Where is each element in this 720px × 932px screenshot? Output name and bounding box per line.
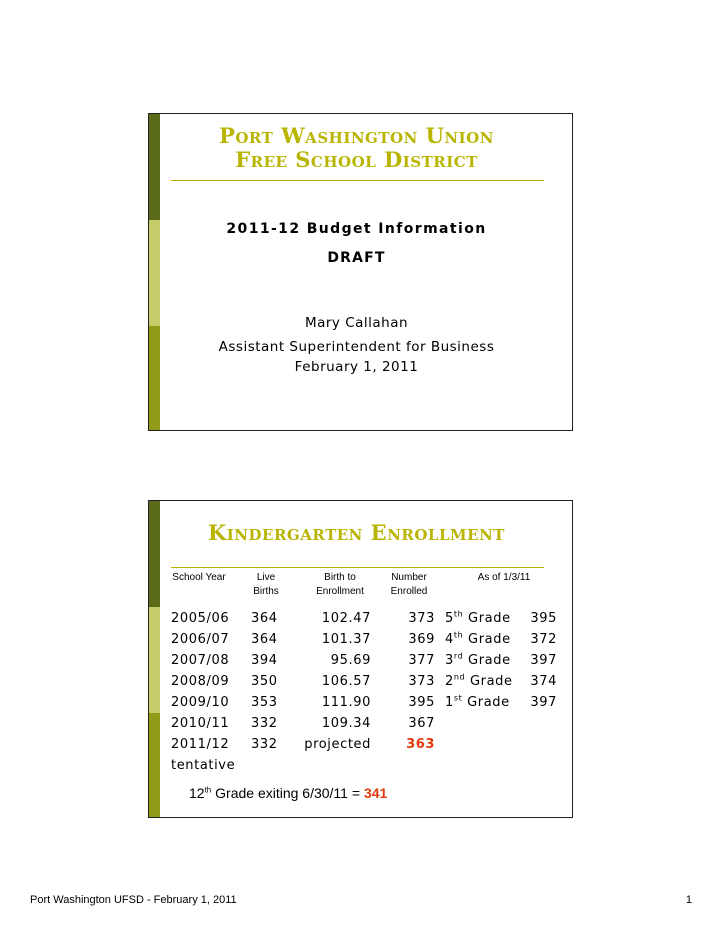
- table-row: [149, 632, 572, 652]
- cell-enrolled: 367: [408, 716, 435, 731]
- cell-grade-count: 397: [530, 653, 557, 668]
- cell-grade-count: 372: [530, 632, 557, 647]
- cell-ratio: 101.37: [321, 632, 371, 647]
- cell-grade: 1st Grade: [445, 693, 510, 710]
- header-live-births: Live Births: [253, 572, 279, 597]
- cell-enrolled: 373: [408, 674, 435, 689]
- cell-grade-count: 374: [530, 674, 557, 689]
- cell-enrolled: 373: [408, 611, 435, 626]
- cell-enrolled: 395: [408, 695, 435, 710]
- cell-grade-count: 397: [530, 695, 557, 710]
- cell-ratio: projected: [304, 737, 371, 752]
- table-row: [149, 695, 572, 715]
- title-divider: [171, 567, 544, 568]
- cell-births: 353: [251, 695, 278, 710]
- title-divider: [171, 180, 544, 181]
- cell-births: 364: [251, 632, 278, 647]
- cell-births: 394: [251, 653, 278, 668]
- grade12-exiting-value: 341: [363, 785, 388, 801]
- table-row: [149, 611, 572, 631]
- cell-births: 332: [251, 716, 278, 731]
- budget-subtitle: 2011-12 Budget Information: [226, 221, 487, 237]
- tentative-note: tentative: [171, 758, 236, 773]
- cell-year: 2008/09: [171, 674, 230, 689]
- cell-births: 364: [251, 611, 278, 626]
- cell-ratio: 95.69: [330, 653, 371, 668]
- page-number: 1: [685, 894, 692, 906]
- cell-enrolled: 369: [408, 632, 435, 647]
- presenter-name: Mary Callahan: [304, 315, 409, 331]
- draft-label: DRAFT: [327, 250, 386, 266]
- cell-ratio: 102.47: [321, 611, 371, 626]
- presentation-date: February 1, 2011: [294, 359, 419, 375]
- district-title: Port Washington Union Free School District: [219, 123, 494, 172]
- presenter-role: Assistant Superintendent for Business: [218, 339, 495, 355]
- page-footer: Port Washington UFSD - February 1, 2011: [30, 894, 237, 906]
- header-number-enrolled: Number Enrolled: [390, 572, 428, 597]
- cell-ratio: 106.57: [321, 674, 371, 689]
- table-row: [149, 674, 572, 694]
- cell-year: 2010/11: [171, 716, 230, 731]
- cell-grade: 3rd Grade: [445, 651, 511, 668]
- cell-year: 2005/06: [171, 611, 230, 626]
- cell-year: 2011/12: [171, 737, 230, 752]
- table-row: [149, 716, 572, 736]
- slide-title: Kindergarten Enrollment: [208, 520, 505, 545]
- cell-ratio: 111.90: [321, 695, 371, 710]
- cell-enrolled: 377: [408, 653, 435, 668]
- header-as-of: As of 1/3/11: [477, 572, 531, 583]
- cell-births: 350: [251, 674, 278, 689]
- cell-ratio: 109.34: [321, 716, 371, 731]
- header-birth-to-enrollment: Birth to Enrollment: [316, 572, 364, 597]
- cell-year: 2007/08: [171, 653, 230, 668]
- enrollment-slide: [148, 500, 573, 818]
- grade12-exiting-note: 12th Grade exiting 6/30/11 = 341: [189, 785, 388, 801]
- title-slide: [148, 113, 573, 431]
- cell-enrolled-projected: 363: [406, 737, 435, 752]
- table-row: [149, 653, 572, 673]
- cell-year: 2006/07: [171, 632, 230, 647]
- cell-grade: 2nd Grade: [445, 672, 513, 689]
- cell-grade-count: 395: [530, 611, 557, 626]
- cell-births: 332: [251, 737, 278, 752]
- slide-accent-bar: [149, 114, 160, 430]
- cell-year: 2009/10: [171, 695, 230, 710]
- cell-grade: 4th Grade: [445, 630, 511, 647]
- table-row: [149, 737, 572, 757]
- header-school-year: School Year: [172, 572, 226, 583]
- cell-grade: 5th Grade: [445, 609, 511, 626]
